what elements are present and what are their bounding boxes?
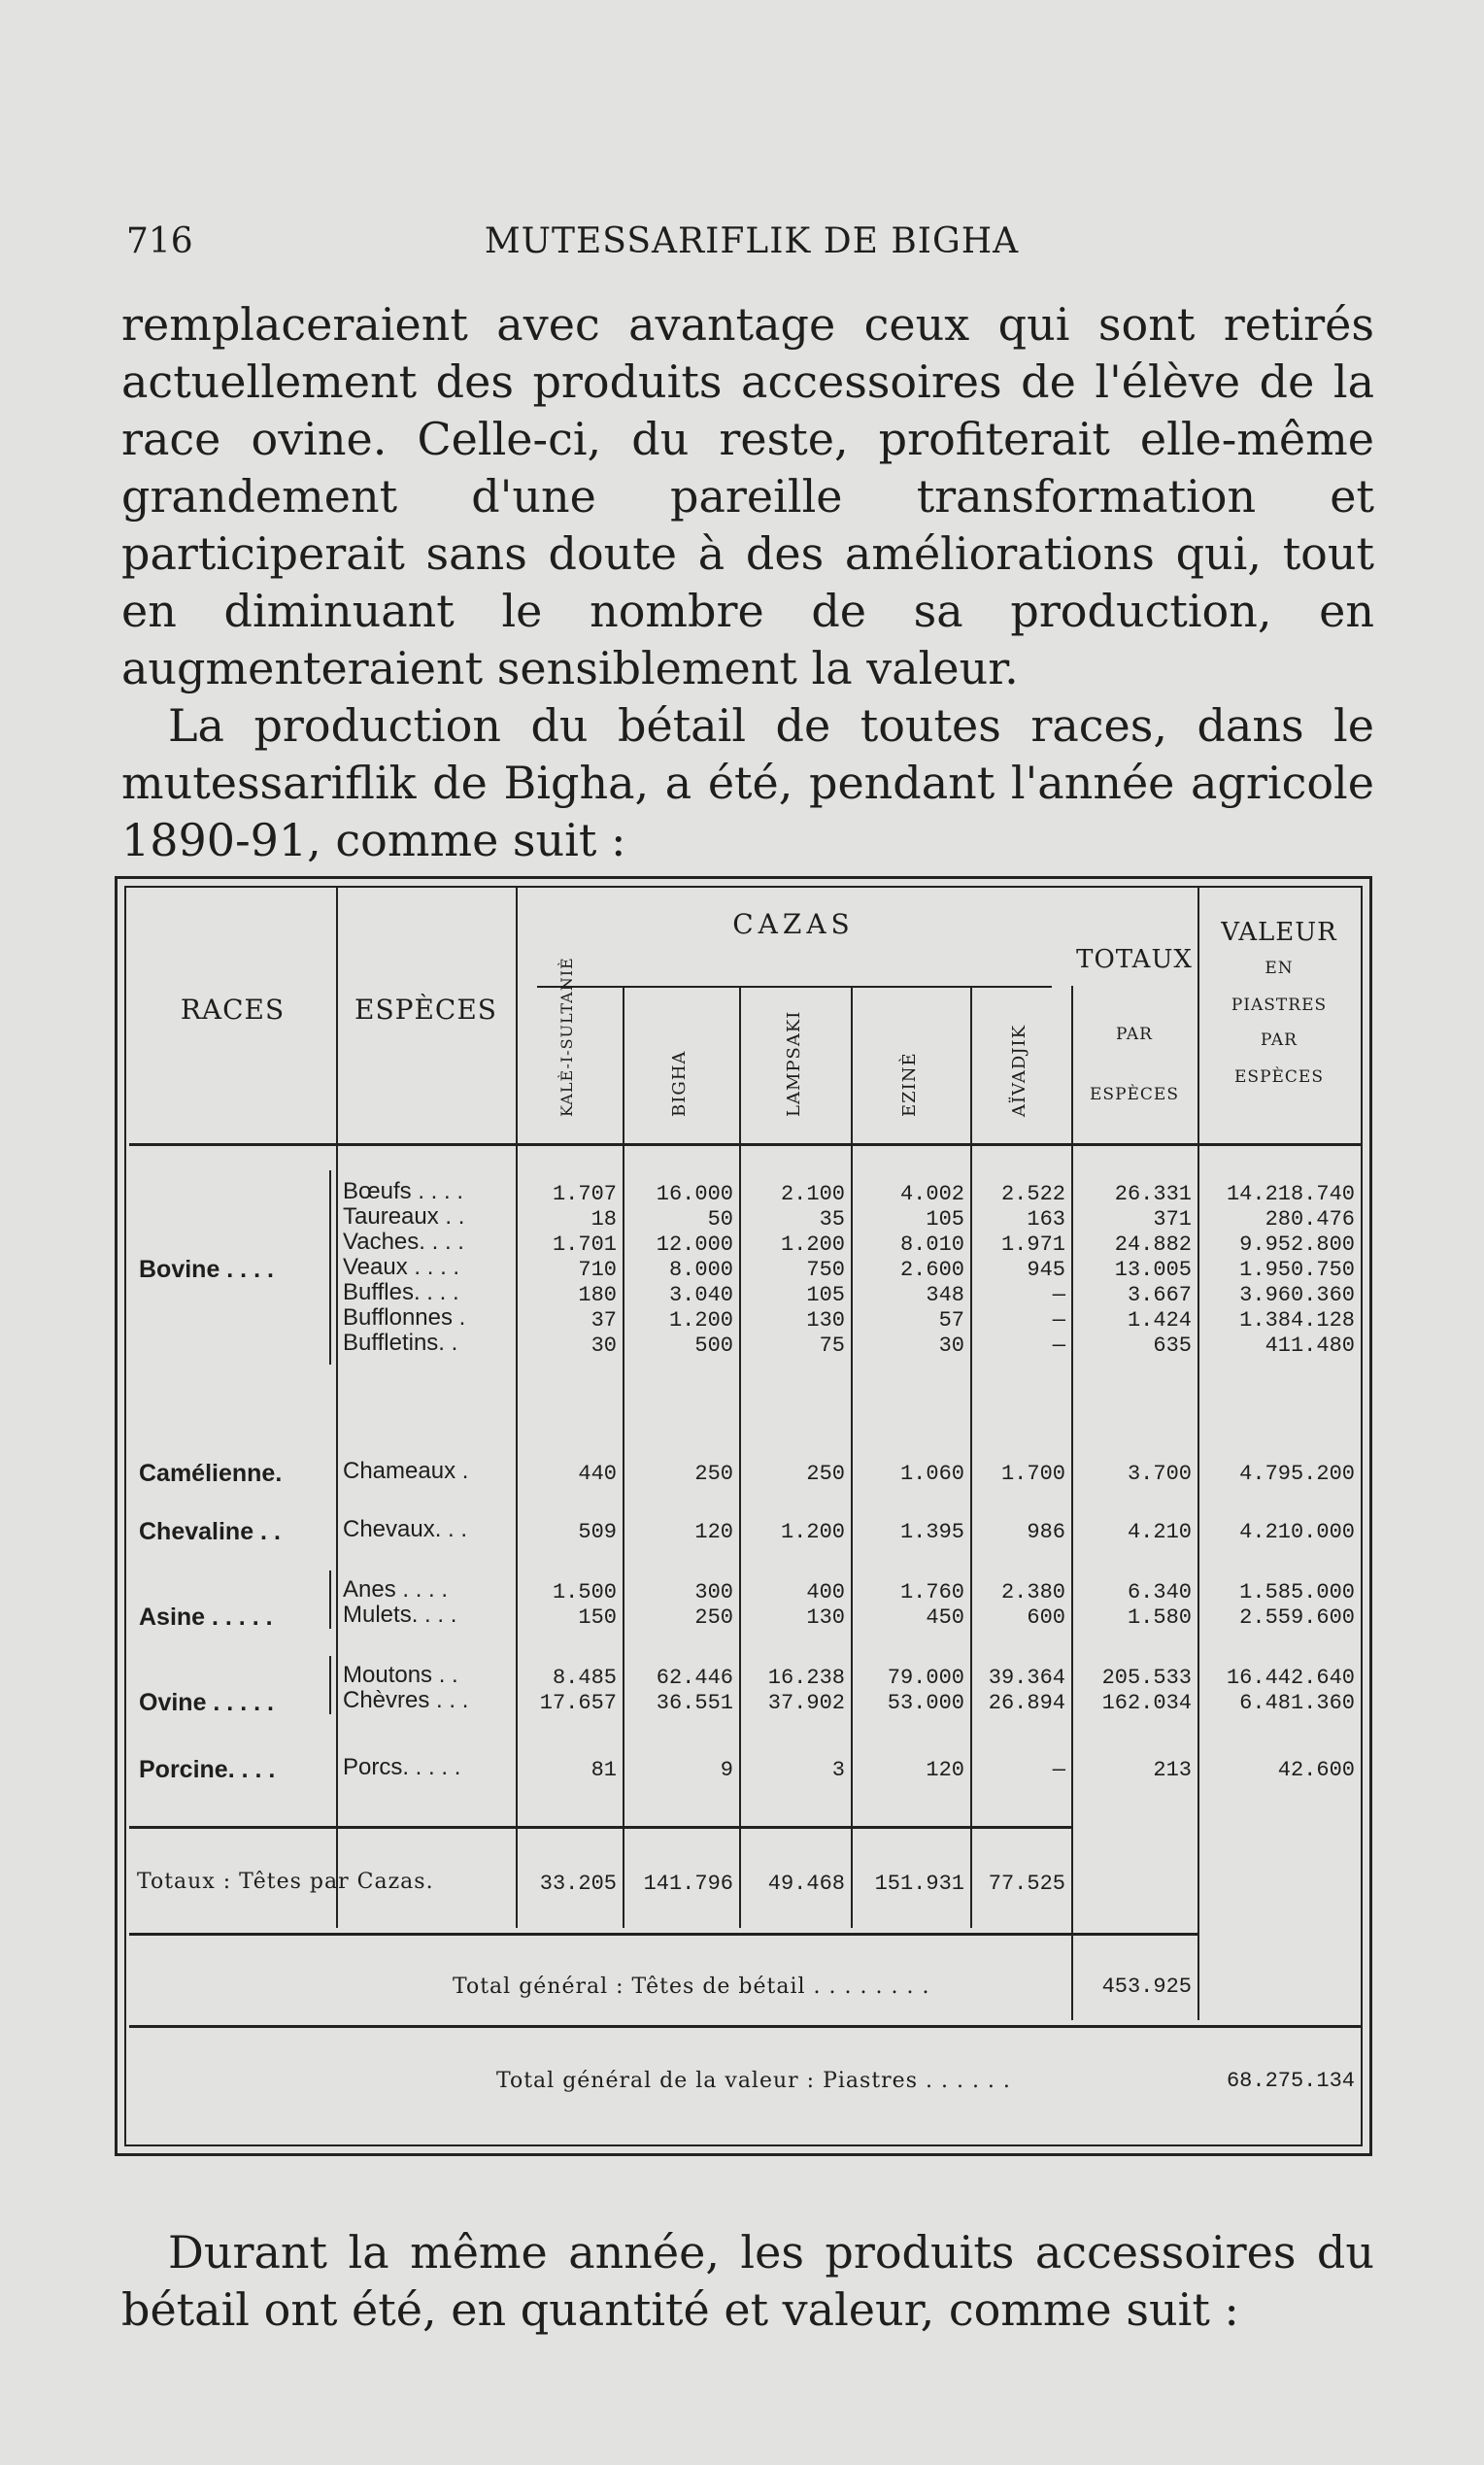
total-general-tetes-label: Total général : Têtes de bétail . . . . . . . . [453,1975,930,1999]
table-cell-caza: 2.100 [780,1182,845,1206]
table-cell-caza: 1.200 [668,1308,733,1333]
table-cell-caza: 750 [806,1258,845,1282]
totals-top-rule [129,1826,1071,1829]
table-cell-caza: — [1052,1334,1065,1358]
table-cell-caza: 26.894 [988,1691,1065,1715]
table-row-espece: Chameaux . [343,1458,469,1484]
table-cell-caza: — [1052,1308,1065,1333]
table-cell-caza: 130 [806,1605,845,1630]
totals-cell: 141.796 [643,1872,733,1896]
body-text-bottom [121,2224,1374,2339]
cazas-brace-line [537,986,1052,988]
table-cell-caza: 37 [590,1308,617,1333]
table-cell-caza: — [1052,1283,1065,1307]
header-totaux-par: PAR [1116,1025,1153,1044]
table-cell-caza: 986 [1027,1520,1065,1544]
table-row-race: Porcine. . . . [139,1756,276,1783]
page-header [126,221,1377,270]
table-row-espece: Anes . . . . [343,1576,449,1603]
header-caza-2: LAMPSAKI [783,1010,804,1117]
table-cell-caza: 440 [578,1462,617,1486]
total-general-valeur: 68.275.134 [1226,2069,1355,2093]
race-brace [329,1570,331,1629]
table-cell-valeur: 3.960.360 [1239,1283,1355,1307]
table-cell-caza: 163 [1027,1207,1065,1232]
table-cell-caza: 300 [694,1580,733,1604]
total-valeur-rule [129,2025,1361,2028]
paragraph-after-table: Durant la même année, les produits accessoires du bétail ont été, en quantité et valeur, comme suit : [121,2226,1374,2336]
table-row-espece: Veaux . . . . [343,1254,460,1280]
table-cell-total: 6.340 [1127,1580,1192,1604]
table-cell-caza: 16.238 [767,1666,845,1690]
table-cell-caza: 9 [720,1758,733,1782]
table-row-espece: Moutons . . [343,1662,458,1688]
table-cell-caza: 1.060 [899,1462,964,1486]
column-rule [851,986,853,1928]
table-cell-caza: 8.000 [668,1258,733,1282]
total-general-valeur-label: Total général de la valeur : Piastres . . . . . . [496,2069,1011,2093]
table-cell-caza: 130 [806,1308,845,1333]
table-cell-caza: 120 [694,1520,733,1544]
table-cell-caza: 1.500 [552,1580,617,1604]
table-row-espece: Chevaux. . . [343,1516,468,1542]
table-cell-valeur: 1.950.750 [1239,1258,1355,1282]
table-cell-total: 1.580 [1127,1605,1192,1630]
table-cell-caza: 250 [694,1462,733,1486]
column-rule [970,986,972,1928]
header-cazas: CAZAS [732,908,855,940]
header-bottom-rule [129,1143,1361,1146]
table-cell-valeur: 42.600 [1277,1758,1355,1782]
table-cell-caza: 1.971 [1000,1232,1065,1257]
header-caza-4: AÏVADJIK [1009,1024,1029,1117]
header-valeur-sub: ESPÈCES [1234,1067,1324,1087]
table-cell-caza: 53.000 [887,1691,964,1715]
total-general-tetes: 453.925 [1101,1975,1192,1999]
table-row-espece: Buffletins. . [343,1330,458,1356]
table-cell-caza: 945 [1027,1258,1065,1282]
table-cell-caza: 710 [578,1258,617,1282]
table-cell-total: 13.005 [1114,1258,1192,1282]
table-cell-caza: 37.902 [767,1691,845,1715]
table-cell-caza: 35 [819,1207,845,1232]
header-totaux: TOTAUX [1076,945,1193,974]
paragraph-continued: remplaceraient avec avantage ceux qui sont retirés actuellement des produits accessoires de l'élève de la race ovine. Celle-ci, du reste, profiterait elle-même grandement d'une pareille transformation et participerait sans doute à des améliorations qui, tout en diminuant le nombre de sa production, en augmenteraient sensiblement la valeur. [121,298,1374,694]
header-races: RACES [180,994,286,1026]
table-cell-caza: 1.200 [780,1520,845,1544]
header-valeur-sub: PIASTRES [1231,996,1328,1015]
table-row-race: Ovine . . . . . [139,1689,274,1716]
table-cell-caza: 75 [819,1334,845,1358]
table-cell-caza: 180 [578,1283,617,1307]
table-row-espece: Buffles. . . . [343,1279,459,1305]
table-cell-caza: 2.600 [899,1258,964,1282]
table-cell-caza: 4.002 [899,1182,964,1206]
table-cell-valeur: 4.210.000 [1239,1520,1355,1544]
table-cell-valeur: 14.218.740 [1226,1182,1355,1206]
table-cell-caza: 1.701 [552,1232,617,1257]
table-cell-caza: 105 [806,1283,845,1307]
table-cell-caza: 8.010 [899,1232,964,1257]
table-cell-caza: 36.551 [656,1691,733,1715]
table-cell-total: 162.034 [1101,1691,1192,1715]
table-cell-total: 4.210 [1127,1520,1192,1544]
table-cell-caza: 600 [1027,1605,1065,1630]
table-cell-caza: 50 [707,1207,733,1232]
header-valeur-sub: PAR [1261,1030,1298,1050]
paragraph-intro-table: La production du bétail de toutes races, dans le mutessariflik de Bigha, a été, pendant l'année agricole 1890-91, comme suit : [121,699,1374,866]
table-cell-total: 205.533 [1101,1666,1192,1690]
table-row-espece: Mulets. . . . [343,1602,457,1628]
header-especes: ESPÈCES [354,994,497,1026]
column-rule [1071,986,1073,1928]
table-cell-valeur: 411.480 [1265,1334,1355,1358]
table-cell-caza: 1.200 [780,1232,845,1257]
table-cell-total: 3.667 [1127,1283,1192,1307]
header-caza-3: EZINÈ [898,1052,920,1117]
table-cell-valeur: 1.585.000 [1239,1580,1355,1604]
table-cell-caza: 16.000 [656,1182,733,1206]
page-number: 716 [126,221,193,261]
table-cell-caza: 120 [926,1758,964,1782]
table-cell-total: 371 [1153,1207,1192,1232]
table-row-espece: Taureaux . . [343,1203,465,1230]
table-cell-caza: 12.000 [656,1232,733,1257]
table-cell-caza: 30 [938,1334,964,1358]
header-valeur-sub: EN [1265,959,1294,978]
totals-cell: 33.205 [539,1872,617,1896]
table-cell-caza: 39.364 [988,1666,1065,1690]
running-title: MUTESSARIFLIK DE BIGHA [484,221,1020,261]
table-cell-caza: 348 [926,1283,964,1307]
table-cell-valeur: 280.476 [1265,1207,1355,1232]
table-cell-total: 1.424 [1127,1308,1192,1333]
table-cell-caza: 8.485 [552,1666,617,1690]
table-cell-caza: — [1052,1758,1065,1782]
table-cell-caza: 62.446 [656,1666,733,1690]
livestock-table [115,876,1372,2156]
header-caza-0: KALÈ-I-SULTANIÈ [557,957,576,1117]
table-cell-caza: 1.395 [899,1520,964,1544]
table-cell-caza: 500 [694,1334,733,1358]
table-row-espece: Bufflonnes . [343,1304,466,1331]
header-valeur: VALEUR [1221,918,1337,947]
table-cell-caza: 450 [926,1605,964,1630]
table-cell-caza: 1.760 [899,1580,964,1604]
table-cell-total: 635 [1153,1334,1192,1358]
table-row-espece: Vaches. . . . [343,1229,464,1255]
table-cell-total: 213 [1153,1758,1192,1782]
table-row-espece: Porcs. . . . . [343,1754,461,1780]
column-rule [739,986,741,1928]
column-rule [336,887,338,1928]
table-cell-caza: 3 [831,1758,845,1782]
table-cell-caza: 57 [938,1308,964,1333]
table-cell-valeur: 1.384.128 [1239,1308,1355,1333]
race-brace [329,1170,331,1365]
table-cell-caza: 1.700 [1000,1462,1065,1486]
table-cell-caza: 250 [806,1462,845,1486]
table-cell-total: 26.331 [1114,1182,1192,1206]
table-row-race: Asine . . . . . [139,1604,273,1631]
table-cell-caza: 79.000 [887,1666,964,1690]
column-rule [623,986,624,1928]
header-totaux-especes: ESPÈCES [1090,1085,1179,1104]
table-cell-caza: 18 [590,1207,617,1232]
table-cell-caza: 17.657 [539,1691,617,1715]
table-cell-total: 24.882 [1114,1232,1192,1257]
table-cell-valeur: 2.559.600 [1239,1605,1355,1630]
table-cell-total: 3.700 [1127,1462,1192,1486]
table-cell-valeur: 16.442.640 [1226,1666,1355,1690]
table-cell-caza: 509 [578,1520,617,1544]
table-cell-valeur: 6.481.360 [1239,1691,1355,1715]
table-cell-caza: 2.522 [1000,1182,1065,1206]
table-cell-caza: 150 [578,1605,617,1630]
table-cell-caza: 2.380 [1000,1580,1065,1604]
table-row-race: Chevaline . . [139,1518,281,1545]
table-cell-caza: 105 [926,1207,964,1232]
table-inner-frame [124,886,1363,2146]
column-rule [1197,887,1199,2020]
body-text-top [121,296,1374,869]
header-caza-1: BIGHA [669,1050,690,1117]
totals-cell: 77.525 [988,1872,1065,1896]
table-cell-valeur: 4.795.200 [1239,1462,1355,1486]
totals-cell: 49.468 [767,1872,845,1896]
table-cell-caza: 30 [590,1334,617,1358]
race-brace [329,1656,331,1714]
total-general-rule [129,1933,1197,1936]
table-row-race: Bovine . . . . [139,1256,274,1283]
totals-label: Totaux : Têtes par Cazas. [137,1870,434,1894]
table-cell-caza: 3.040 [668,1283,733,1307]
totals-cell: 151.931 [874,1872,964,1896]
table-cell-caza: 250 [694,1605,733,1630]
table-row-espece: Chèvres . . . [343,1687,469,1713]
table-cell-caza: 81 [590,1758,617,1782]
table-row-race: Camélienne. [139,1460,283,1487]
table-row-espece: Bœufs . . . . [343,1178,464,1204]
table-cell-valeur: 9.952.800 [1239,1232,1355,1257]
table-cell-caza: 400 [806,1580,845,1604]
table-cell-caza: 1.707 [552,1182,617,1206]
